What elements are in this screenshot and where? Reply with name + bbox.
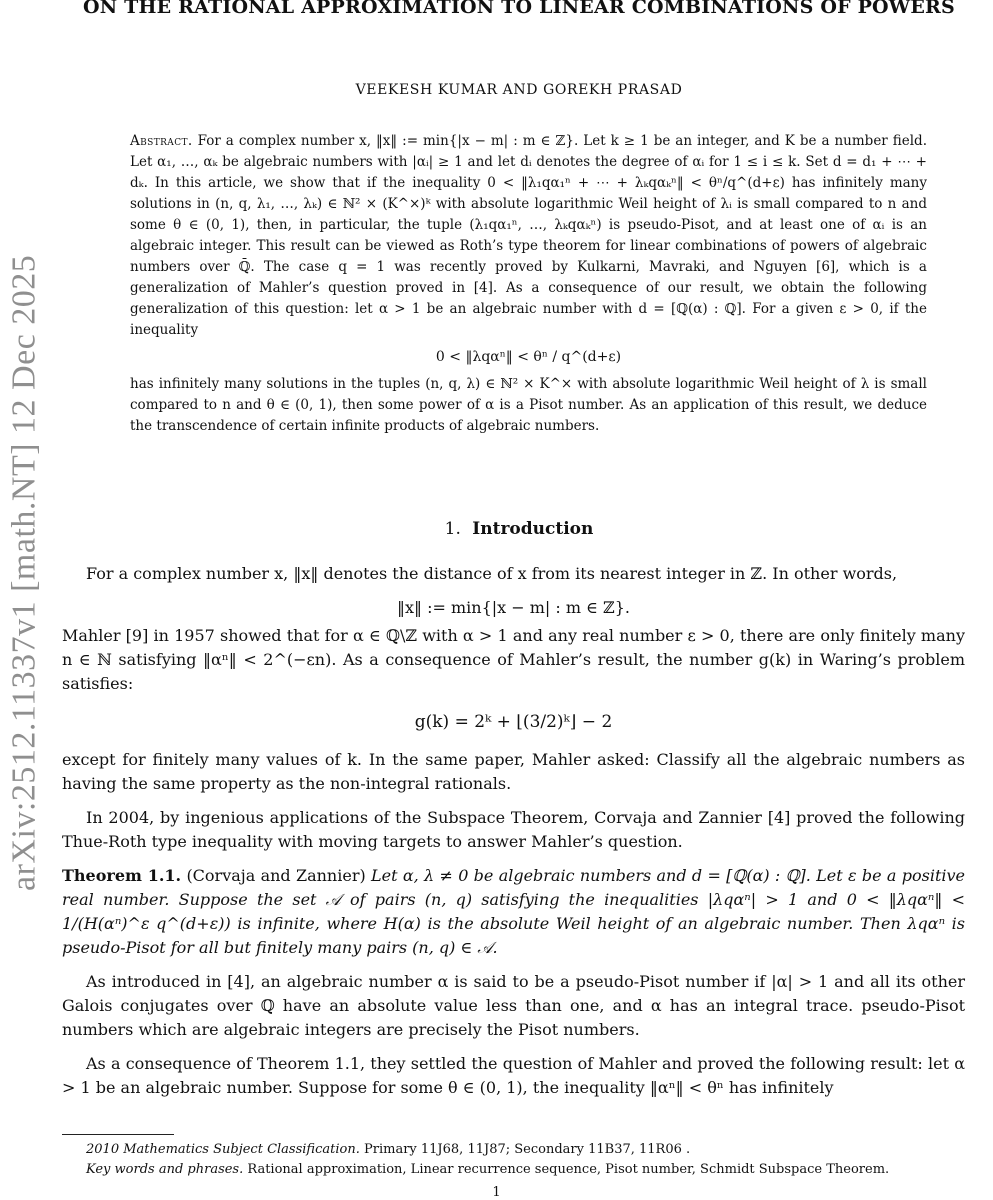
abstract-display-inequality: 0 < ‖λqαⁿ‖ < θⁿ / q^(d+ε): [435, 349, 622, 365]
abstract-label: Abstract.: [130, 133, 193, 149]
equation-waring: g(k) = 2ᵏ + ⌊(3/2)ᵏ⌋ − 2: [414, 712, 613, 732]
section-number: 1.: [444, 519, 461, 539]
intro-paragraph-4: In 2004, by ingenious applications of the Subspace Theorem, Corvaja and Zannier [4] proved the following Thue-Roth type inequality with moving targets to answer Mahler’s question.: [62, 808, 965, 851]
footnote-divider: [62, 1134, 174, 1135]
abstract-text-1: For a complex number x, ‖x‖ := min{|x − m| : m ∈ ℤ}. Let k ≥ 1 be an integer, and K be a number field. Let α₁, …, αₖ be algebraic numbers with |αᵢ| ≥ 1 and let dᵢ denotes the degree of αᵢ for 1 ≤ i ≤ k. Set d = d₁ + ⋯ + dₖ. In this article, we show that if the inequality 0 < ‖λ₁qα₁ⁿ + ⋯ + λₖqαₖⁿ‖ < θⁿ/q^(d+ε) has infinitely many solutions in (n, q, λ₁, …, λₖ) ∈ ℕ² × (K^×)ᵏ with absolute logarithmic Weil height of λᵢ is small compared to n and some θ ∈ (0, 1), then, in particular, the tuple (λ₁qα₁ⁿ, …, λₖqαₖⁿ) is pseudo-Pisot, and at least one of αᵢ is an algebraic integer. This result can be viewed as Roth’s type theorem for linear combinations of powers of algebraic numbers over ℚ̄. The case q = 1 was recently proved by Kulkarni, Mavraki, and Nguyen [6], which is a generalization of Mahler’s question proved in [4]. As a consequence of our result, we obtain the following generalization of this question: let α > 1 be an algebraic number with d = [ℚ(α) : ℚ]. For a given ε > 0, if the inequality: [130, 133, 927, 338]
section-title: Introduction: [472, 519, 594, 539]
msc-label: 2010 Mathematics Subject Classification.: [86, 1142, 360, 1157]
abstract: [130, 131, 927, 437]
msc-text: Primary 11J68, 11J87; Secondary 11B37, 11R06 .: [364, 1142, 691, 1157]
intro-paragraph-5: As introduced in [4], an algebraic number α is said to be a pseudo-Pisot number if |α| > 1 and all its other Galois conjugates over ℚ have an absolute value less than one, and α has an integral trace. pseudo-Pisot numbers which are algebraic integers are precisely the Pisot numbers.: [62, 972, 965, 1039]
section-heading-introduction: [80, 519, 958, 539]
theorem-1-1: [62, 864, 965, 960]
abstract-text-2: has infinitely many solutions in the tuples (n, q, λ) ∈ ℕ² × K^× with absolute logarithmic Weil height of λ is small compared to n and θ ∈ (0, 1), then some power of α is a Pisot number. As an application of this result, we deduce the transcendence of certain infinite products of algebraic numbers.: [130, 376, 927, 434]
page-number: 1: [492, 1185, 501, 1200]
theorem-attribution: (Corvaja and Zannier): [186, 866, 366, 885]
keywords-text: Rational approximation, Linear recurrence sequence, Pisot number, Schmidt Subspace Theorem.: [247, 1162, 890, 1177]
equation-norm-definition: ‖x‖ := min{|x − m| : m ∈ ℤ}.: [396, 598, 630, 617]
keywords-label: Key words and phrases.: [86, 1162, 244, 1177]
footnotes: [62, 1140, 965, 1180]
theorem-statement: Let α, λ ≠ 0 be algebraic numbers and d = [ℚ(α) : ℚ]. Let ε be a positive real number. Suppose the set 𝒜 of pairs (n, q) satisfying the inequalities |λqαⁿ| > 1 and 0 < ‖λqαⁿ‖ < 1/(H(αⁿ)^ε q^(d+ε)) is infinite, where H(α) is the absolute Weil height of an algebraic number. Then λqαⁿ is pseudo-Pisot for all but finitely many pairs (n, q) ∈ 𝒜.: [62, 866, 966, 957]
intro-paragraph-6: As a consequence of Theorem 1.1, they settled the question of Mahler and proved the following result: let α > 1 be an algebraic number. Suppose for some θ ∈ (0, 1), the inequality ‖αⁿ‖ < θⁿ has infinitely: [62, 1054, 965, 1097]
intro-paragraph-2: Mahler [9] in 1957 showed that for α ∈ ℚ\ℤ with α > 1 and any real number ε > 0, there are only finitely many n ∈ ℕ satisfying ‖αⁿ‖ < 2^(−εn). As a consequence of Mahler’s result, the number g(k) in Waring’s problem satisfies:: [62, 626, 965, 693]
intro-paragraph-3: except for finitely many values of k. In the same paper, Mahler asked: Classify all the algebraic numbers as having the same property as the non-integral rationals.: [62, 750, 965, 793]
introduction-body: [62, 562, 965, 1110]
footnote-msc: [86, 1140, 965, 1160]
paper-title: ON THE RATIONAL APPROXIMATION TO LINEAR COMBINATIONS OF POWERS: [83, 0, 955, 18]
theorem-heading: Theorem 1.1.: [62, 866, 182, 885]
paper-authors: VEEKESH KUMAR AND GOREKH PRASAD: [355, 82, 683, 98]
arxiv-identifier: arXiv:2512.11337v1 [math.NT] 12 Dec 2025: [5, 254, 43, 891]
intro-paragraph-1: For a complex number x, ‖x‖ denotes the distance of x from its nearest integer in ℤ. In other words,: [86, 564, 898, 583]
footnote-keywords: [86, 1160, 965, 1180]
